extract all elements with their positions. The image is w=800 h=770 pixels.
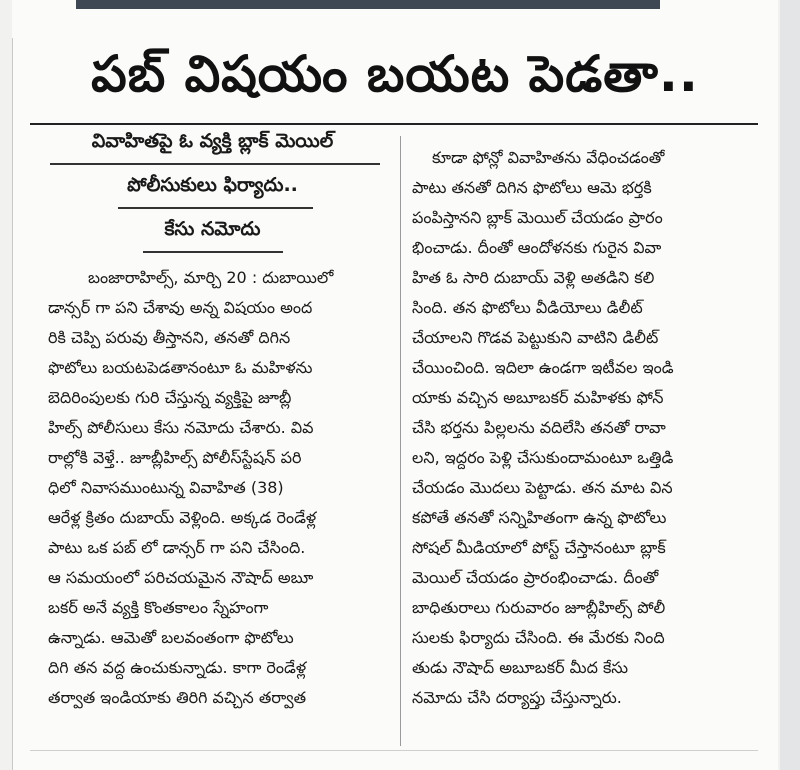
top-banner-bar bbox=[76, 0, 660, 9]
right-column-line: తుడు నౌషాద్ అబూబకర్ మీద కేసు bbox=[412, 658, 629, 677]
left-column-line: ధిలో నివాసముంటున్న వివాహిత (38) bbox=[48, 478, 284, 497]
left-column-line: బెదిరింపులకు గురి చేస్తున్న వ్యక్తిపై జూబ్లీ bbox=[48, 388, 292, 407]
subhead-2: పోలీసుకులు ఫిర్యాదు.. bbox=[127, 174, 298, 196]
article-headline: పబ్ విషయం బయట పెడతా.. bbox=[91, 44, 699, 103]
right-column-line: బాధితురాలు గురువారం జూబ్లీహిల్స్ పోలీ bbox=[412, 598, 666, 617]
bottom-rule bbox=[30, 750, 758, 751]
right-column-line: మెయిల్ చేయడం ప్రారంభించాడు. దీంతో bbox=[412, 568, 659, 587]
right-column-line: పాటు తనతో దిగిన ఫొటోలు ఆమె భర్తకి bbox=[412, 178, 652, 197]
column-divider bbox=[400, 136, 401, 746]
left-column-line: దిగి తన వద్ద ఉంచుకున్నాడు. కాగా రెండేళ్ల bbox=[48, 658, 307, 677]
right-column-line: సింది. తన ఫొటోలు వీడియోలు డిలీట్ bbox=[412, 298, 643, 317]
left-column-line: బకర్ అనే వ్యక్తి కొంతకాలం స్నేహంగా bbox=[48, 598, 269, 617]
right-column-line: చేసి భర్తను పిల్లలను వదిలేసి తనతో రావా bbox=[412, 418, 666, 437]
subhead-1: వివాహితపై ఓ వ్యక్తి బ్లాక్ మెయిల్ bbox=[91, 130, 334, 152]
right-column-line: లని, ఇద్దరం పెళ్లి చేసుకుందామంటూ ఒత్తిడి bbox=[412, 448, 674, 467]
left-column-line: ఆరేళ్ల క్రితం దుబాయ్ వెళ్లింది. అక్కడ రెండేళ్ల bbox=[48, 508, 317, 527]
left-column-line: ఉన్నాడు. ఆమెతో బలవంతంగా ఫొటోలు bbox=[48, 628, 294, 647]
subhead-3: కేసు నమోదు bbox=[164, 218, 261, 240]
right-column-line: నమోదు చేసి దర్యాప్తు చేస్తున్నారు. bbox=[412, 688, 622, 707]
left-column-line: తర్వాత ఇండియాకు తిరిగి వచ్చిన తర్వాత bbox=[48, 688, 307, 707]
subhead-2-underline bbox=[118, 207, 313, 209]
right-column-line: కూడా ఫోన్లో వివాహితను వేధించడంతో bbox=[432, 148, 665, 167]
left-column-line: డాన్సర్ గా పని చేశావు అన్న విషయం అంద bbox=[48, 298, 313, 317]
left-border-rule bbox=[12, 38, 13, 770]
page-edge-shadow bbox=[780, 0, 800, 770]
right-column-line: సులకు ఫిర్యాదు చేసింది. ఈ మేరకు నింది bbox=[412, 628, 665, 647]
left-column-line: హిల్స్ పోలీసులు కేసు నమోదు చేశారు. వివ bbox=[48, 418, 314, 437]
left-column-line: రికి చెప్పి పరువు తీస్తానని, తనతో దిగిన bbox=[48, 328, 291, 347]
right-column-line: సోషల్ మీడియాలో పోస్ట్ చేస్తానంటూ బ్లాక్ bbox=[412, 538, 666, 557]
right-column-line: హిత ఓ సారి దుబాయ్ వెళ్లి అతడిని కలి bbox=[412, 268, 655, 287]
right-column-line: భించాడు. దీంతో ఆందోళనకు గురైన వివా bbox=[412, 238, 662, 257]
right-column-line: యాకు వచ్చిన అబూబకర్ మహిళకు ఫోన్ bbox=[412, 388, 664, 407]
subhead-1-underline bbox=[50, 163, 380, 165]
left-column-line: రాల్లోకి వెళ్తే.. జూబ్లీహిల్స్ పోలీస్‌స్టేషన్ పరి bbox=[48, 448, 302, 467]
right-column-line: చేయించింది. ఇదిలా ఉండగా ఇటీవల ఇండి bbox=[412, 358, 674, 377]
subhead-3-underline bbox=[143, 251, 283, 253]
left-column-line: ఆ సమయంలో పరిచయమైన నౌషాద్ అబూ bbox=[48, 568, 314, 587]
left-column-line: బంజారాహిల్స్, మార్చి 20 : దుబాయిలో bbox=[88, 268, 334, 287]
headline-underline bbox=[30, 123, 758, 125]
right-column-line: కపోతే తనతో సన్నిహితంగా ఉన్న ఫొటోలు bbox=[412, 508, 667, 527]
right-column-line: చేయాలని గొడవ పెట్టుకుని వాటిని డిలీట్ bbox=[412, 328, 659, 347]
left-column-line: ఫొటోలు బయటపెడతానంటూ ఓ మహిళను bbox=[48, 358, 313, 377]
right-column-line: పంపిస్తానని బ్లాక్ మెయిల్ చేయడం ప్రారం bbox=[412, 208, 663, 227]
left-column-line: పాటు ఒక పబ్ లో డాన్సర్ గా పని చేసింది. bbox=[48, 538, 306, 557]
right-column-line: చేయడం మొదలు పెట్టాడు. తన మాట విన bbox=[412, 478, 673, 497]
